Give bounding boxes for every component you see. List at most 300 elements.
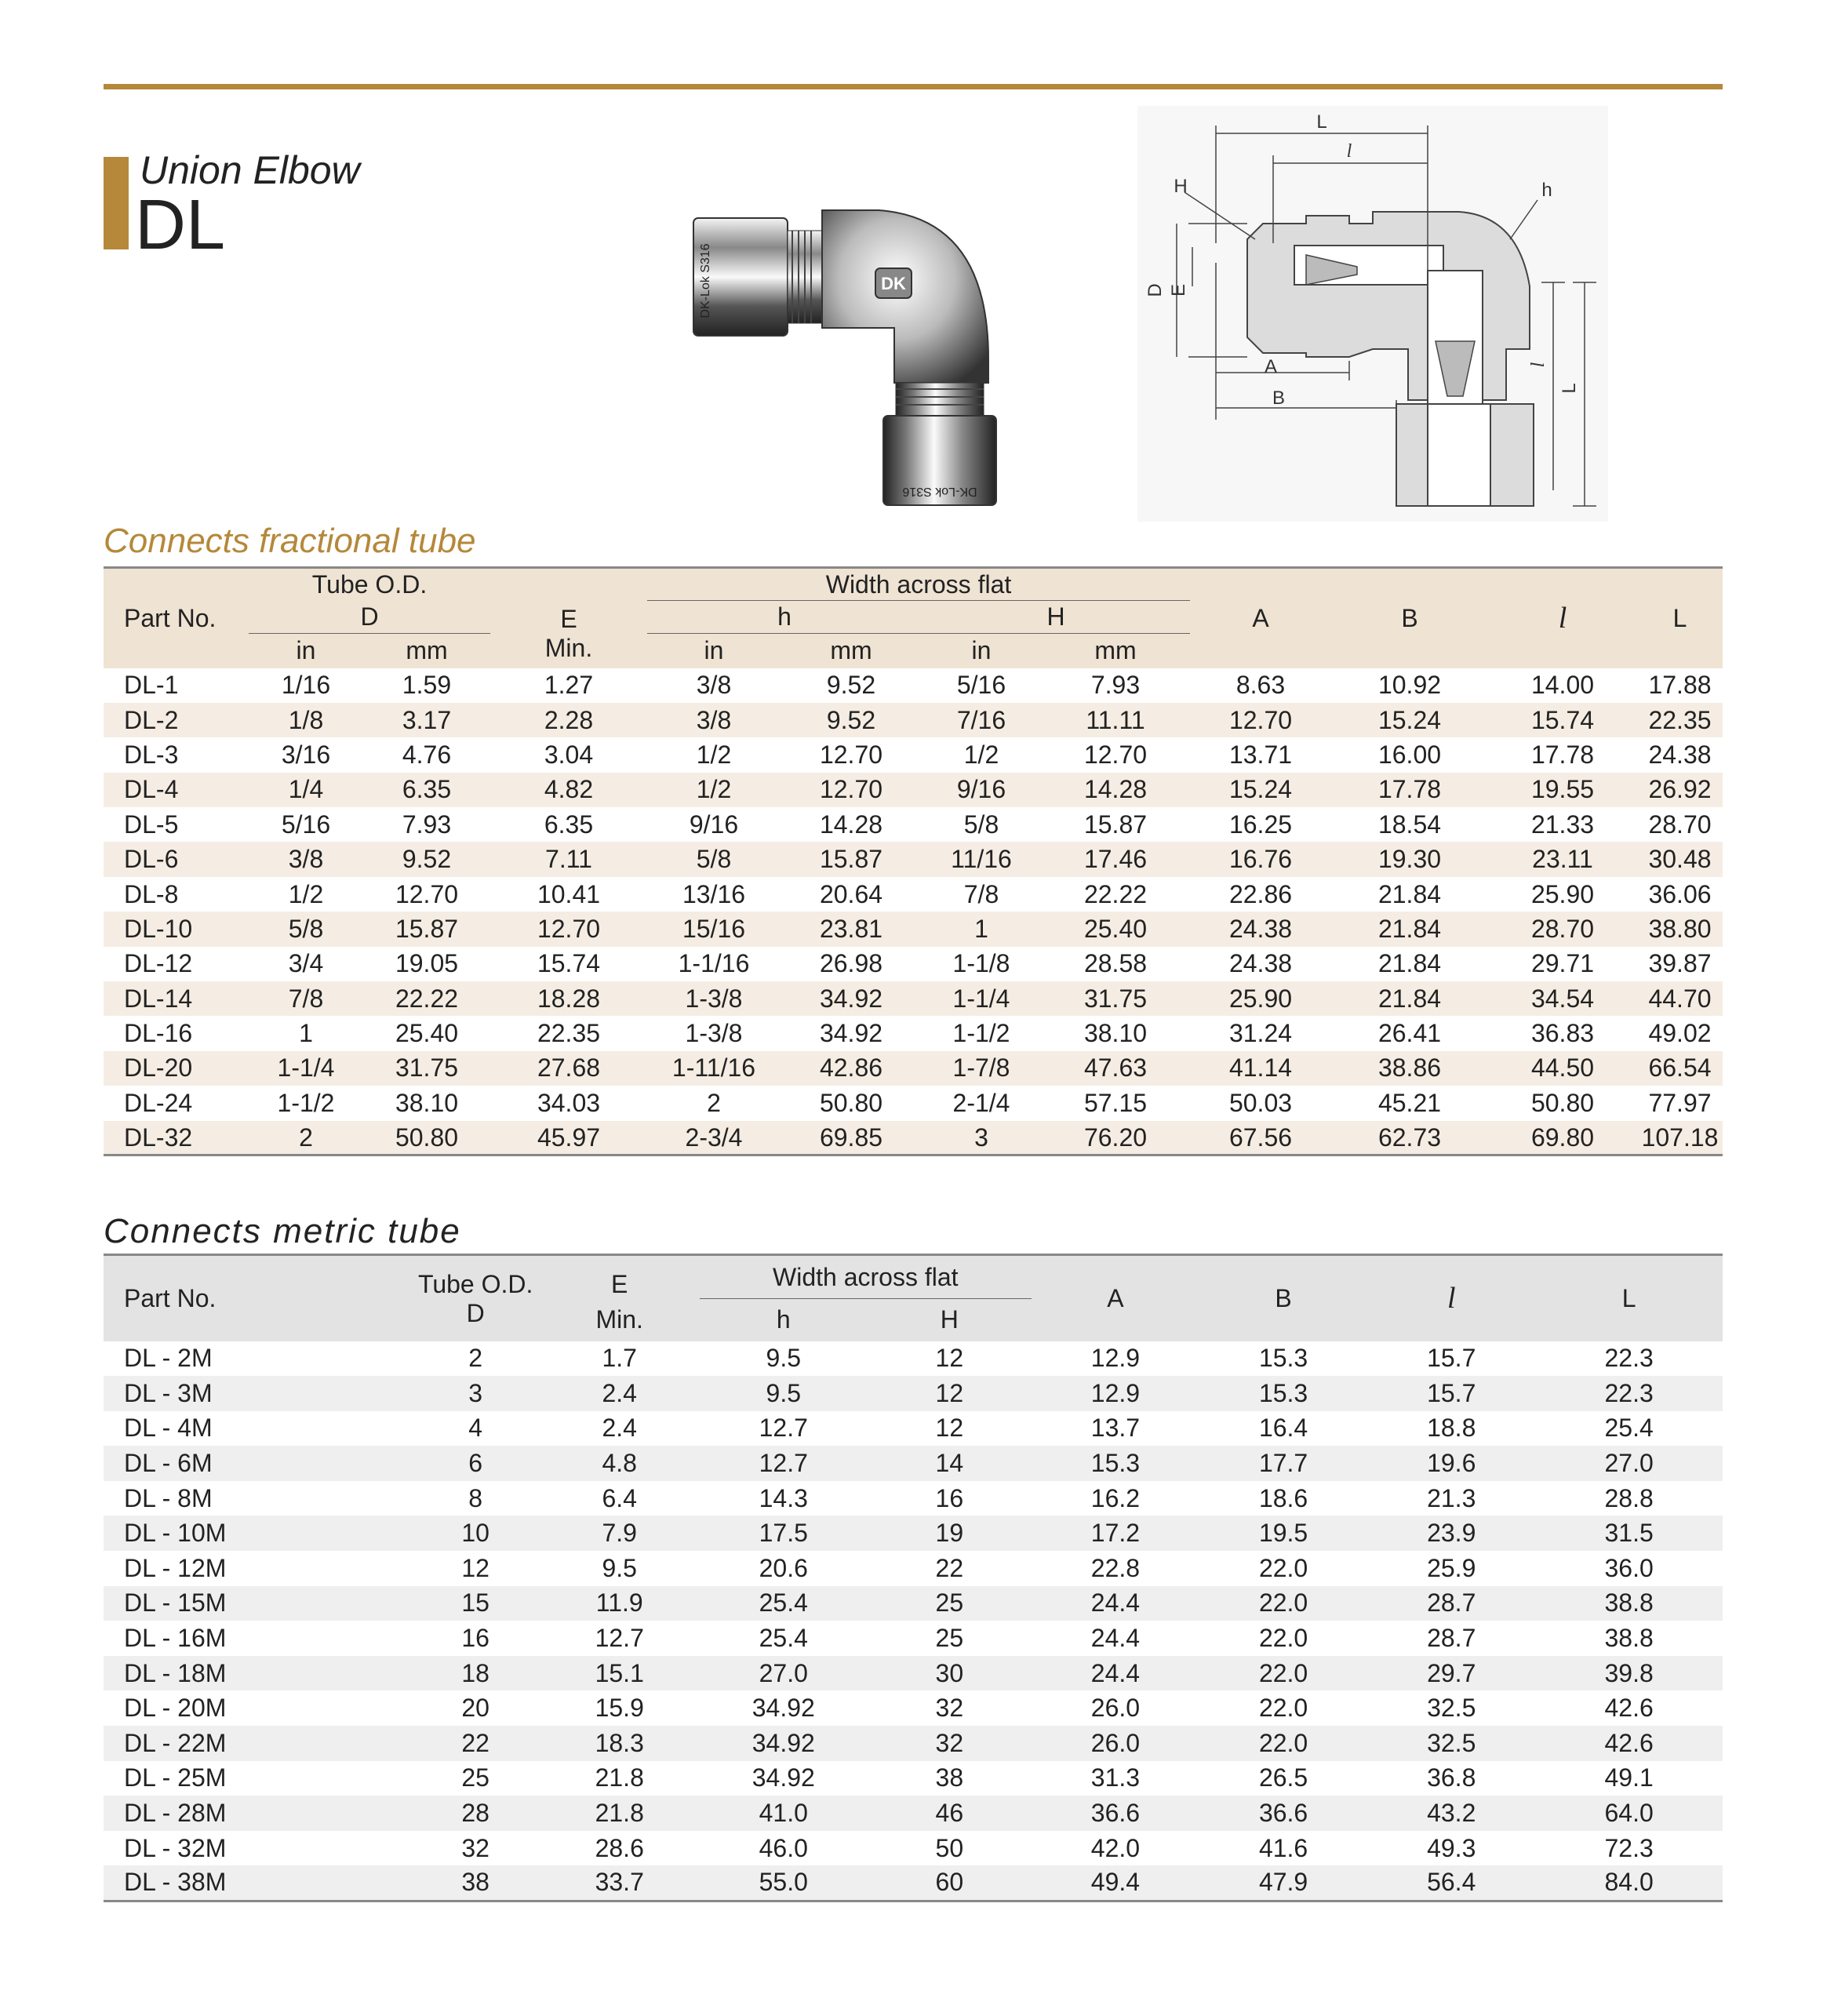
value-cell: 15.3 bbox=[1258, 1344, 1308, 1373]
value-cell: 3/8 bbox=[288, 845, 324, 874]
table-row bbox=[104, 912, 1723, 946]
value-cell: 9/16 bbox=[689, 810, 739, 839]
table-row bbox=[104, 1051, 1723, 1086]
m-header-h-small: h bbox=[776, 1305, 791, 1334]
header-part-no: Part No. bbox=[124, 603, 217, 632]
value-cell: 3/4 bbox=[288, 949, 324, 978]
value-cell: 3/16 bbox=[281, 740, 331, 769]
value-cell: 16 bbox=[461, 1624, 489, 1653]
value-cell: 12.70 bbox=[1228, 705, 1293, 734]
value-cell: 25.4 bbox=[1604, 1414, 1654, 1443]
value-cell: 36.6 bbox=[1090, 1799, 1141, 1828]
value-cell: 15.74 bbox=[537, 949, 601, 978]
value-cell: 12.70 bbox=[395, 879, 459, 908]
value-cell: 1/2 bbox=[963, 740, 999, 769]
value-cell: 50.80 bbox=[395, 1123, 459, 1152]
value-cell: 24.38 bbox=[1648, 740, 1712, 769]
top-rule bbox=[104, 84, 1723, 89]
value-cell: 1-1/8 bbox=[952, 949, 1010, 978]
value-cell: 6.4 bbox=[602, 1483, 637, 1512]
value-cell: 24.38 bbox=[1228, 914, 1293, 943]
header-l-small: l bbox=[1558, 602, 1567, 635]
value-cell: 31.5 bbox=[1604, 1519, 1654, 1548]
value-cell: 1-7/8 bbox=[952, 1053, 1010, 1083]
value-cell: 1 bbox=[299, 1019, 313, 1048]
value-cell: 17.5 bbox=[759, 1519, 808, 1548]
part-number-cell: DL - 2M bbox=[124, 1344, 213, 1373]
value-cell: 25.4 bbox=[759, 1588, 808, 1618]
value-cell: 46.0 bbox=[759, 1833, 808, 1862]
part-number-cell: DL-14 bbox=[124, 984, 193, 1013]
value-cell: 38 bbox=[461, 1868, 489, 1897]
value-cell: 36.83 bbox=[1530, 1019, 1595, 1048]
value-cell: 29.71 bbox=[1530, 949, 1595, 978]
value-cell: 25.90 bbox=[1530, 879, 1595, 908]
table-row bbox=[104, 1865, 1723, 1901]
value-cell: 32.5 bbox=[1427, 1694, 1476, 1723]
value-cell: 34.03 bbox=[537, 1088, 601, 1117]
value-cell: 30 bbox=[935, 1658, 964, 1687]
value-cell: 38.86 bbox=[1377, 1053, 1442, 1083]
value-cell: 16.76 bbox=[1228, 845, 1293, 874]
value-cell: 7.11 bbox=[545, 845, 592, 874]
table-row bbox=[104, 947, 1723, 981]
table-row bbox=[104, 1376, 1723, 1411]
value-cell: 15.24 bbox=[1228, 775, 1293, 804]
value-cell: 10.41 bbox=[537, 879, 601, 908]
value-cell: 11/16 bbox=[951, 845, 1012, 874]
value-cell: 12.70 bbox=[819, 740, 883, 769]
value-cell: 56.4 bbox=[1427, 1868, 1476, 1897]
value-cell: 15.3 bbox=[1090, 1449, 1141, 1478]
value-cell: 1 bbox=[974, 914, 988, 943]
value-cell: 5/16 bbox=[281, 810, 331, 839]
value-cell: 1.7 bbox=[602, 1344, 637, 1373]
header-d-mm: mm bbox=[406, 636, 448, 665]
value-cell: 21.33 bbox=[1530, 810, 1595, 839]
value-cell: 12 bbox=[461, 1553, 489, 1582]
part-number-cell: DL-32 bbox=[124, 1123, 193, 1152]
part-number-cell: DL - 28M bbox=[124, 1799, 227, 1828]
value-cell: 9.5 bbox=[766, 1344, 801, 1373]
header-h-large: H bbox=[922, 601, 1190, 634]
value-cell: 26.92 bbox=[1648, 775, 1712, 804]
part-number-cell: DL - 4M bbox=[124, 1414, 213, 1443]
value-cell: 15.87 bbox=[395, 914, 459, 943]
table-row bbox=[104, 1086, 1723, 1120]
value-cell: 26.0 bbox=[1090, 1694, 1141, 1723]
value-cell: 1/4 bbox=[288, 775, 324, 804]
value-cell: 17.7 bbox=[1258, 1449, 1308, 1478]
part-number-cell: DL - 12M bbox=[124, 1553, 227, 1582]
fractional-heading: Connects fractional tube bbox=[104, 522, 476, 560]
table-row bbox=[104, 1341, 1723, 1377]
value-cell: 15.9 bbox=[595, 1694, 644, 1723]
part-number-cell: DL-1 bbox=[124, 671, 179, 700]
value-cell: 1-1/16 bbox=[678, 949, 750, 978]
dim-label-l-top: l bbox=[1346, 141, 1352, 162]
value-cell: 39.87 bbox=[1648, 949, 1712, 978]
value-cell: 28.6 bbox=[595, 1833, 644, 1862]
part-number-cell: DL-4 bbox=[124, 775, 179, 804]
value-cell: 15.7 bbox=[1427, 1378, 1476, 1407]
part-number-cell: DL - 15M bbox=[124, 1588, 227, 1618]
value-cell: 39.8 bbox=[1604, 1658, 1654, 1687]
part-number-cell: DL - 32M bbox=[124, 1833, 227, 1862]
value-cell: 2.4 bbox=[602, 1414, 637, 1443]
value-cell: 8.63 bbox=[1235, 671, 1286, 700]
value-cell: 36.6 bbox=[1258, 1799, 1308, 1828]
value-cell: 28.8 bbox=[1604, 1483, 1654, 1512]
value-cell: 5/8 bbox=[288, 914, 324, 943]
value-cell: 28.7 bbox=[1427, 1624, 1476, 1653]
value-cell: 66.54 bbox=[1648, 1053, 1712, 1083]
value-cell: 22.3 bbox=[1604, 1344, 1654, 1373]
value-cell: 1.59 bbox=[402, 671, 452, 700]
value-cell: 15.7 bbox=[1427, 1344, 1476, 1373]
table-row bbox=[104, 1446, 1723, 1481]
table-row bbox=[104, 807, 1723, 842]
value-cell: 1-3/8 bbox=[685, 1019, 743, 1048]
value-cell: 38.8 bbox=[1604, 1624, 1654, 1653]
value-cell: 13.71 bbox=[1228, 740, 1293, 769]
value-cell: 4.8 bbox=[602, 1449, 637, 1478]
value-cell: 21.84 bbox=[1377, 879, 1442, 908]
value-cell: 5/8 bbox=[963, 810, 999, 839]
value-cell: 38.8 bbox=[1604, 1588, 1654, 1618]
header-h-mm: mm bbox=[830, 636, 872, 665]
value-cell: 72.3 bbox=[1604, 1833, 1654, 1862]
value-cell: 22.0 bbox=[1258, 1624, 1308, 1653]
value-cell: 15/16 bbox=[682, 914, 746, 943]
value-cell: 19.05 bbox=[395, 949, 459, 978]
value-cell: 2.4 bbox=[602, 1378, 637, 1407]
value-cell: 76.20 bbox=[1083, 1123, 1148, 1152]
value-cell: 12.7 bbox=[759, 1449, 808, 1478]
m-header-width-across-flat: Width across flat bbox=[700, 1255, 1032, 1299]
part-number-cell: DL-24 bbox=[124, 1088, 193, 1117]
part-number-cell: DL - 18M bbox=[124, 1658, 227, 1687]
value-cell: 42.0 bbox=[1090, 1833, 1141, 1862]
value-cell: 22 bbox=[461, 1728, 489, 1757]
value-cell: 42.6 bbox=[1604, 1728, 1654, 1757]
value-cell: 50.80 bbox=[1530, 1088, 1595, 1117]
value-cell: 22.0 bbox=[1258, 1553, 1308, 1582]
value-cell: 28.7 bbox=[1427, 1588, 1476, 1618]
value-cell: 5/8 bbox=[696, 845, 732, 874]
table-row bbox=[104, 737, 1723, 772]
value-cell: 21.84 bbox=[1377, 949, 1442, 978]
value-cell: 12 bbox=[935, 1378, 964, 1407]
value-cell: 15.1 bbox=[595, 1658, 644, 1687]
table-row bbox=[104, 1656, 1723, 1691]
value-cell: 6.35 bbox=[402, 775, 452, 804]
metric-table bbox=[104, 1254, 1723, 1902]
value-cell: 10.92 bbox=[1377, 671, 1442, 700]
value-cell: 19.55 bbox=[1530, 775, 1595, 804]
value-cell: 25.40 bbox=[395, 1019, 459, 1048]
value-cell: 38.10 bbox=[1083, 1019, 1148, 1048]
header-a: A bbox=[1252, 603, 1269, 632]
value-cell: 14.3 bbox=[759, 1483, 808, 1512]
value-cell: 3.04 bbox=[544, 740, 594, 769]
m-header-part-no: Part No. bbox=[124, 1283, 217, 1312]
value-cell: 1/2 bbox=[288, 879, 324, 908]
value-cell: 49.1 bbox=[1604, 1763, 1654, 1792]
dim-label-H: H bbox=[1174, 176, 1188, 197]
value-cell: 33.7 bbox=[595, 1868, 644, 1897]
title-accent-bar bbox=[104, 157, 129, 249]
table-row bbox=[104, 842, 1723, 876]
value-cell: 18.3 bbox=[595, 1728, 644, 1757]
value-cell: 12.7 bbox=[595, 1624, 644, 1653]
value-cell: 6 bbox=[468, 1449, 483, 1478]
value-cell: 38.10 bbox=[395, 1088, 459, 1117]
value-cell: 19.5 bbox=[1258, 1519, 1308, 1548]
value-cell: 31.75 bbox=[1083, 984, 1148, 1013]
value-cell: 22.8 bbox=[1090, 1553, 1141, 1582]
fractional-table bbox=[104, 566, 1723, 1156]
value-cell: 18 bbox=[461, 1658, 489, 1687]
value-cell: 30.48 bbox=[1648, 845, 1712, 874]
value-cell: 22.86 bbox=[1228, 879, 1293, 908]
value-cell: 64.0 bbox=[1604, 1799, 1654, 1828]
dimension-drawing bbox=[1137, 106, 1608, 522]
value-cell: 26.5 bbox=[1258, 1763, 1308, 1792]
value-cell: 46 bbox=[935, 1799, 964, 1828]
part-number-cell: DL-2 bbox=[124, 705, 179, 734]
value-cell: 50.80 bbox=[819, 1088, 883, 1117]
value-cell: 57.15 bbox=[1083, 1088, 1148, 1117]
part-number-cell: DL - 6M bbox=[124, 1449, 213, 1478]
part-number-cell: DL - 10M bbox=[124, 1519, 227, 1548]
value-cell: 3 bbox=[468, 1378, 483, 1407]
product-photo bbox=[690, 202, 1004, 508]
part-number-cell: DL-16 bbox=[124, 1019, 193, 1048]
m-header-a: A bbox=[1107, 1283, 1124, 1312]
table-row bbox=[104, 1411, 1723, 1446]
header-H-mm: mm bbox=[1094, 636, 1137, 665]
value-cell: 13.7 bbox=[1090, 1414, 1141, 1443]
dim-label-E: E bbox=[1168, 283, 1189, 297]
value-cell: 32 bbox=[461, 1833, 489, 1862]
table-row bbox=[104, 773, 1723, 807]
value-cell: 15.24 bbox=[1377, 705, 1442, 734]
value-cell: 27.0 bbox=[759, 1658, 808, 1687]
part-number-cell: DL - 8M bbox=[124, 1483, 213, 1512]
dim-label-h: h bbox=[1541, 180, 1552, 201]
stamp-text-bottom: DK-Lok S316 bbox=[902, 485, 977, 498]
value-cell: 1-1/2 bbox=[277, 1088, 335, 1117]
value-cell: 12.70 bbox=[1083, 740, 1148, 769]
header-e: E bbox=[560, 604, 577, 633]
m-header-d: D bbox=[466, 1298, 485, 1327]
value-cell: 1.27 bbox=[544, 671, 594, 700]
value-cell: 18.28 bbox=[537, 984, 601, 1013]
value-cell: 26.0 bbox=[1090, 1728, 1141, 1757]
value-cell: 15.3 bbox=[1258, 1378, 1308, 1407]
value-cell: 22.0 bbox=[1258, 1658, 1308, 1687]
value-cell: 1/2 bbox=[696, 775, 732, 804]
value-cell: 21.8 bbox=[595, 1763, 644, 1792]
value-cell: 4.82 bbox=[544, 775, 594, 804]
value-cell: 3.17 bbox=[402, 705, 452, 734]
value-cell: 9.5 bbox=[766, 1378, 801, 1407]
value-cell: 50 bbox=[935, 1833, 964, 1862]
header-d: D bbox=[249, 601, 490, 634]
value-cell: 27.68 bbox=[537, 1053, 601, 1083]
value-cell: 16.00 bbox=[1377, 740, 1442, 769]
value-cell: 28 bbox=[461, 1799, 489, 1828]
value-cell: 1-1/4 bbox=[277, 1053, 335, 1083]
value-cell: 2.28 bbox=[544, 705, 594, 734]
value-cell: 22.35 bbox=[537, 1019, 601, 1048]
value-cell: 11.11 bbox=[1086, 705, 1145, 734]
value-cell: 22.3 bbox=[1604, 1378, 1654, 1407]
table-row bbox=[104, 1761, 1723, 1796]
dim-label-D: D bbox=[1144, 283, 1166, 297]
value-cell: 14.28 bbox=[819, 810, 883, 839]
value-cell: 14.00 bbox=[1530, 671, 1595, 700]
value-cell: 49.3 bbox=[1427, 1833, 1476, 1862]
value-cell: 6.35 bbox=[544, 810, 594, 839]
value-cell: 10 bbox=[461, 1519, 489, 1548]
value-cell: 1/2 bbox=[696, 740, 732, 769]
value-cell: 23.11 bbox=[1532, 845, 1593, 874]
table-row bbox=[104, 668, 1723, 703]
value-cell: 17.2 bbox=[1090, 1519, 1141, 1548]
table-row bbox=[104, 877, 1723, 912]
value-cell: 24.4 bbox=[1090, 1588, 1141, 1618]
value-cell: 49.02 bbox=[1648, 1019, 1712, 1048]
table-row bbox=[104, 1796, 1723, 1831]
value-cell: 11.9 bbox=[595, 1588, 643, 1618]
value-cell: 69.80 bbox=[1530, 1123, 1595, 1152]
value-cell: 31.3 bbox=[1090, 1763, 1141, 1792]
value-cell: 13/16 bbox=[682, 879, 746, 908]
value-cell: 22.0 bbox=[1258, 1588, 1308, 1618]
value-cell: 42.86 bbox=[819, 1053, 883, 1083]
m-header-e: E bbox=[611, 1269, 628, 1298]
value-cell: 107.18 bbox=[1641, 1123, 1719, 1152]
dim-label-L-side: L bbox=[1559, 383, 1580, 394]
part-number-cell: DL - 20M bbox=[124, 1694, 227, 1723]
value-cell: 34.92 bbox=[751, 1728, 815, 1757]
header-b: B bbox=[1401, 603, 1418, 632]
value-cell: 60 bbox=[935, 1868, 964, 1897]
part-number-cell: DL - 25M bbox=[124, 1763, 227, 1792]
value-cell: 4.76 bbox=[402, 740, 452, 769]
value-cell: 1-1/2 bbox=[952, 1019, 1010, 1048]
value-cell: 26.41 bbox=[1377, 1019, 1442, 1048]
value-cell: 84.0 bbox=[1604, 1868, 1654, 1897]
value-cell: 1/8 bbox=[288, 705, 324, 734]
m-header-tube-od: Tube O.D. bbox=[417, 1269, 533, 1298]
m-header-min: Min. bbox=[595, 1305, 643, 1334]
value-cell: 20 bbox=[461, 1694, 489, 1723]
value-cell: 20.6 bbox=[759, 1553, 808, 1582]
dim-label-l-side: l bbox=[1528, 362, 1548, 368]
value-cell: 16.2 bbox=[1090, 1483, 1141, 1512]
value-cell: 25 bbox=[935, 1588, 964, 1618]
stamp-text-side: DK-Lok S316 bbox=[699, 243, 712, 318]
value-cell: 7.9 bbox=[602, 1519, 637, 1548]
header-h-in: in bbox=[704, 636, 724, 665]
dim-label-A: A bbox=[1264, 356, 1278, 377]
part-number-cell: DL - 22M bbox=[124, 1728, 227, 1757]
value-cell: 21.8 bbox=[595, 1799, 644, 1828]
part-number-cell: DL-5 bbox=[124, 810, 179, 839]
table-row bbox=[104, 1831, 1723, 1866]
table-row bbox=[104, 1016, 1723, 1050]
part-number-cell: DL-3 bbox=[124, 740, 179, 769]
value-cell: 22.22 bbox=[395, 984, 459, 1013]
header-l-large: L bbox=[1672, 603, 1687, 632]
value-cell: 21.3 bbox=[1427, 1483, 1476, 1512]
value-cell: 25.40 bbox=[1083, 914, 1148, 943]
value-cell: 2 bbox=[468, 1344, 483, 1373]
value-cell: 25.90 bbox=[1228, 984, 1293, 1013]
table-row bbox=[104, 1690, 1723, 1726]
part-number-cell: DL - 16M bbox=[124, 1624, 227, 1653]
value-cell: 25 bbox=[461, 1763, 489, 1792]
value-cell: 67.56 bbox=[1228, 1123, 1293, 1152]
value-cell: 14.28 bbox=[1083, 775, 1148, 804]
m-header-b: B bbox=[1275, 1283, 1292, 1312]
value-cell: 17.78 bbox=[1377, 775, 1442, 804]
value-cell: 34.92 bbox=[819, 1019, 883, 1048]
value-cell: 1-1/4 bbox=[952, 984, 1010, 1013]
table-row bbox=[104, 1586, 1723, 1621]
value-cell: 50.03 bbox=[1228, 1088, 1293, 1117]
value-cell: 19.30 bbox=[1377, 845, 1442, 874]
value-cell: 17.78 bbox=[1530, 740, 1595, 769]
brand-mark: DK bbox=[881, 274, 906, 293]
header-h-small: h bbox=[647, 601, 922, 634]
value-cell: 16.25 bbox=[1228, 810, 1293, 839]
value-cell: 9.5 bbox=[602, 1553, 637, 1582]
value-cell: 22.22 bbox=[1083, 879, 1148, 908]
value-cell: 24.4 bbox=[1090, 1658, 1141, 1687]
value-cell: 9.52 bbox=[826, 671, 876, 700]
value-cell: 9.52 bbox=[402, 845, 452, 874]
value-cell: 22.0 bbox=[1258, 1728, 1308, 1757]
header-d-in: in bbox=[296, 636, 316, 665]
table-row bbox=[104, 1516, 1723, 1551]
value-cell: 7/16 bbox=[956, 705, 1006, 734]
m-header-h-large: H bbox=[940, 1305, 959, 1334]
value-cell: 34.54 bbox=[1530, 984, 1595, 1013]
table-row bbox=[104, 1551, 1723, 1586]
value-cell: 7.93 bbox=[402, 810, 452, 839]
value-cell: 23.81 bbox=[819, 914, 883, 943]
value-cell: 3/8 bbox=[696, 705, 732, 734]
value-cell: 44.50 bbox=[1530, 1053, 1595, 1083]
value-cell: 12.9 bbox=[1090, 1344, 1141, 1373]
value-cell: 9.52 bbox=[826, 705, 876, 734]
value-cell: 12.70 bbox=[537, 914, 601, 943]
value-cell: 22.35 bbox=[1648, 705, 1712, 734]
value-cell: 7.93 bbox=[1090, 671, 1141, 700]
value-cell: 44.70 bbox=[1648, 984, 1712, 1013]
value-cell: 34.92 bbox=[819, 984, 883, 1013]
value-cell: 24.4 bbox=[1090, 1624, 1141, 1653]
value-cell: 1-3/8 bbox=[685, 984, 743, 1013]
value-cell: 16 bbox=[935, 1483, 964, 1512]
value-cell: 41.0 bbox=[759, 1799, 808, 1828]
dim-label-B: B bbox=[1272, 388, 1286, 409]
value-cell: 22 bbox=[935, 1553, 964, 1582]
